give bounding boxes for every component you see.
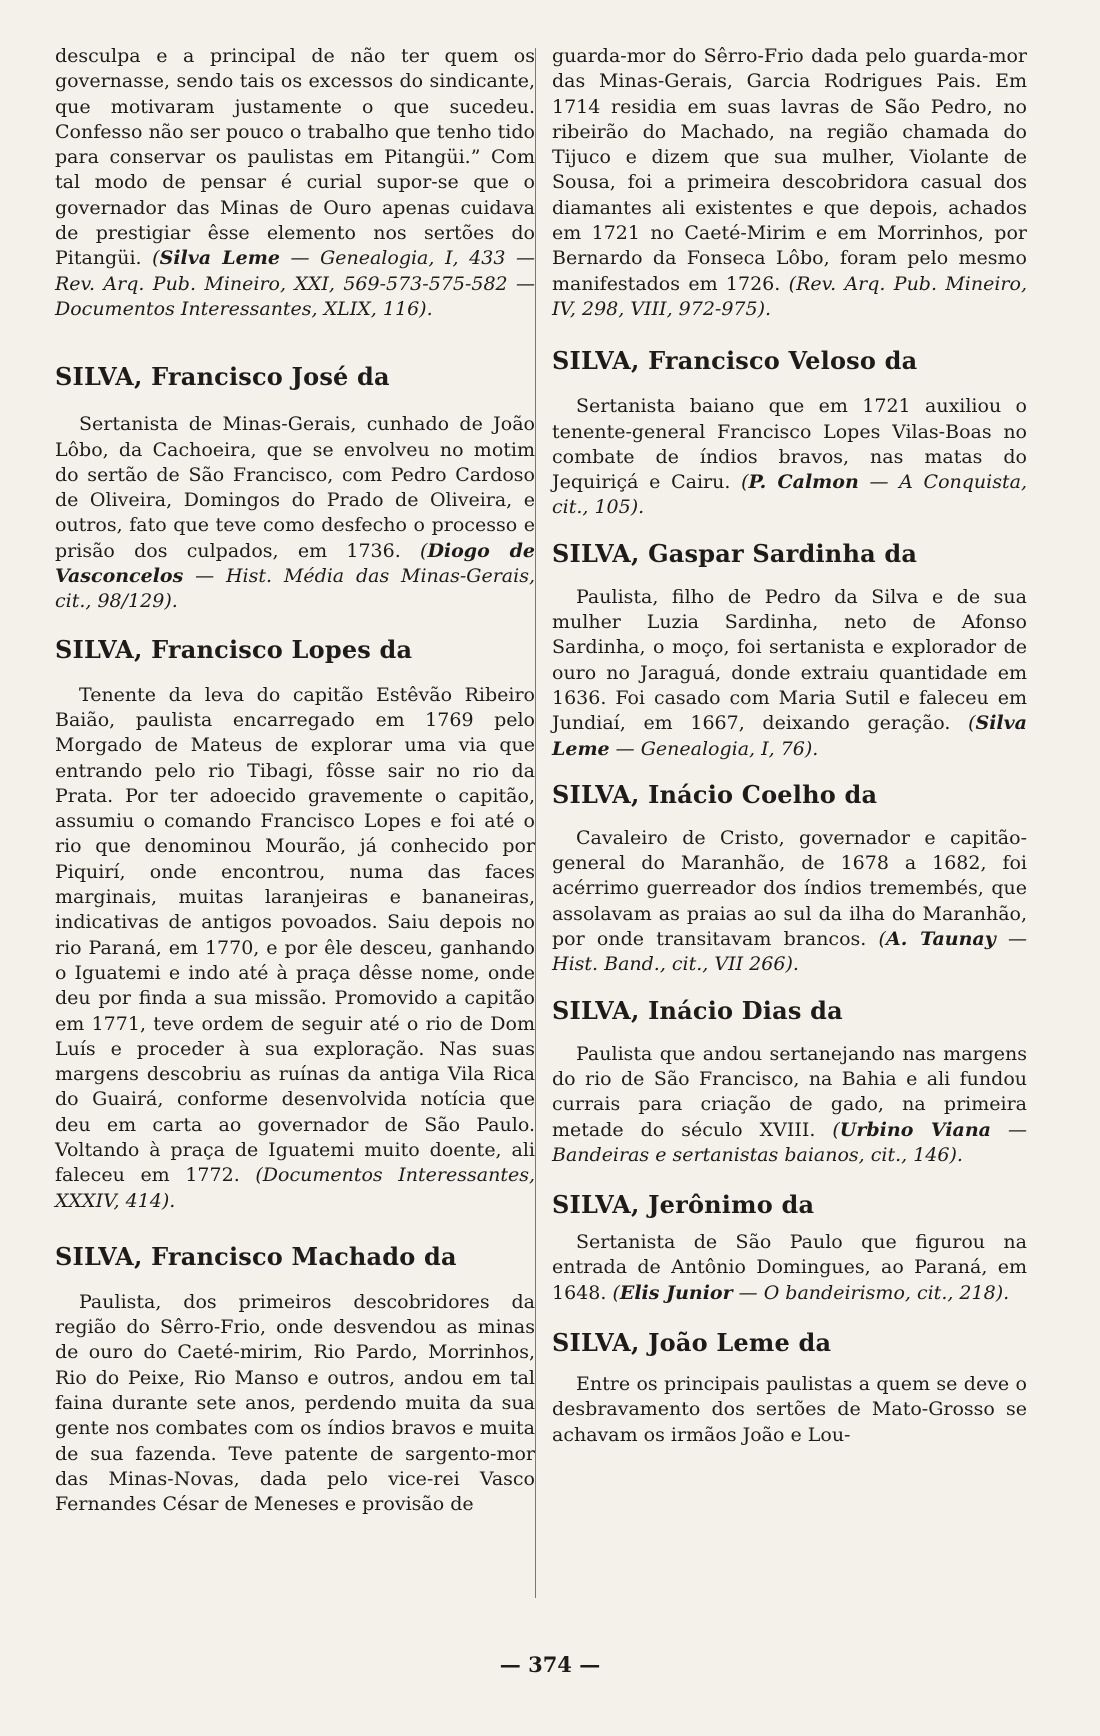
entry-heading: SILVA, Inácio Dias da	[552, 995, 843, 1025]
entry-heading: SILVA, Inácio Coelho da	[552, 779, 878, 809]
page-number: — 374 —	[499, 1652, 601, 1677]
entry-heading: SILVA, Francisco Machado da	[55, 1241, 457, 1271]
right-p4-cite-rest: — Bandeiras e sertanistas baianos, cit., 146	[552, 1118, 1027, 1166]
right-p3-cite-author: A. Taunay	[885, 928, 996, 951]
entry-body: Tenente da leva do capitão Estêvão Ribeiro Baião, paulista encarregado em 1769 pelo Morgado de Mateus de explorar uma via que entrando pelo rio Tibagi, fôsse sair no rio da Prata. Por ter adoecido gravemente o capitão, assumiu o comando Francisco Lopes e foi até o rio que denominou Mourão, já conhecido por Piquirí, onde encontrou, numa das faces marginais, muitas laranjeiras e bananeiras, indicativas de antigos povoados. Saiu depois no rio Paraná, em 1770, e por êle desceu, ganhando o Iguatemi e indo até à praça dêsse nome, onde deu por finda a sua missão. Promovido a capitão em 1771, teve ordem de seguir até o rio de Dom Luís e proceder à sua exploração. Nas suas margens descobriu as ruínas da antiga Vila Rica do Guairá, conforme desenvolvida notícia que deu em carta ao governador de São Paulo. Voltando à praça de Iguatemi muito doente, ali faleceu em 1772. (Documentos Interessantes, XXXIV, 414).	[55, 683, 535, 1212]
right-p1-cite-author: P. Calmon	[748, 471, 859, 494]
right-p4-cite-author: Urbino Viana	[839, 1118, 991, 1141]
right-p5-text: Sertanista de São Paulo que figurou na entrada de Antônio Domingues, ao Paraná, em 1648.	[552, 1231, 1027, 1304]
right-p0-cite-author: Rev. Arq. Pub. Mineiro, IV, 298, VIII, 972-975	[552, 272, 1027, 320]
entry-heading: SILVA, Francisco José da	[55, 362, 390, 392]
left-p0-cite-author: Silva Leme	[159, 247, 280, 270]
right-p5-cite-author: Elis Junior	[619, 1281, 733, 1304]
right-p2-text: Paulista, filho de Pedro da Silva e de sua mulher Luzia Sardinha, neto de Afonso Sardinha, o moço, foi sertanista e explorador de ouro no Jaraguá, donde extraiu quantidade em 1636. Foi casado com Maria Sutil e faleceu em Jundiaí, em 1667, deixando geração.	[552, 585, 1027, 735]
column-divider	[535, 48, 536, 1598]
left-p2-text: Tenente da leva do capitão Estêvão Ribeiro Baião, paulista encarregado em 1769 pelo Morgado de Mateus de explorar uma via que entrando pelo rio Tibagi, fôsse sair no rio da Prata. Por ter adoecido gravemente o capitão, assumiu o comando Francisco Lopes e foi até o rio que denominou Mourão, já conhecido por Piquirí, onde encontrou, numa das faces marginais, muitas laranjeiras e bananeiras, indicativas de antigos povoados. Saiu depois no rio Paraná, em 1770, e por êle desceu, ganhando o Iguatemi e indo até à praça dêsse nome, onde deu por finda a sua missão. Promovido a capitão em 1771, teve ordem de seguir até o rio de Dom Luís e proceder à sua exploração. Nas suas margens descobriu as ruínas da antiga Vila Rica do Guairá, conforme desenvolvida notícia que deu em carta ao governador de São Paulo. Voltando à praça de Iguatemi muito doente, ali faleceu em 1772.	[55, 683, 535, 1187]
entry-heading: SILVA, João Leme da	[552, 1327, 832, 1357]
right-p1-cite-rest: — A Conquista, cit., 105	[552, 471, 1027, 519]
entry-heading: SILVA, Francisco Lopes da	[55, 634, 413, 664]
entry-heading: SILVA, Jerônimo da	[552, 1190, 815, 1220]
left-p2-cite-author: Documentos Interessantes, XXXIV, 414	[55, 1164, 535, 1212]
right-p2-cite-rest: — Genealogia, I, 76	[609, 737, 805, 760]
right-p4-text: Paulista que andou sertanejando nas margens do rio de São Francisco, na Bahia e ali fundou currais para criação de gado, na primeira metade do século XVIII.	[552, 1042, 1027, 1141]
right-paragraph-0: guarda-mor do Sêrro-Frio dada pelo guarda-mor das Minas-Gerais, Garcia Rodrigues Pais. Em 1714 residia em suas lavras de São Pedro, no ribeirão do Machado, na região chamada do Tijuco e dizem que sua mulher, Violante de Sousa, foi a primeira descobridora casual dos diamantes ali existentes e que depois, achados em 1721 no Caeté-Mirim e em Morrinhos, por Bernardo da Fonseca Lôbo, foram pelo mesmo manifestados em 1726. (Rev. Arq. Pub. Mineiro, IV, 298, VIII, 972-975).	[552, 45, 1027, 320]
left-p3-text: Paulista, dos primeiros descobridores da região do Sêrro-Frio, onde desvendou as minas de ouro do Caeté-mirim, Rio Pardo, Morrinhos, Rio do Peixe, Rio Manso e outros, andou em tal faina durante sete anos, perdendo muita da sua gente nos combates com os índios bravos e muita de sua fazenda. Teve patente de sargento-mor das Minas-Novas, dada pelo vice-rei Vasco Fernandes César de Meneses e provisão de	[55, 1290, 535, 1516]
left-paragraph-0: desculpa e a principal de não ter quem os governasse, sendo tais os excessos do sindicante, que motivaram justamente o que sucedeu. Confesso não ser pouco o trabalho que tenho tido para conservar os paulistas em Pitangüi.” Com tal modo de pensar é curial supor-se que o governador das Minas de Ouro apenas cuidava de prestigiar êsse elemento nos sertões do Pitangüi. (Silva Leme — Genealogia, I, 433 — Rev. Arq. Pub. Mineiro, XXI, 569-573-575-582 — Documentos Interessantes, XLIX, 116).	[55, 45, 535, 320]
entry-body: Paulista, filho de Pedro da Silva e de sua mulher Luzia Sardinha, neto de Afonso Sardinha, o moço, foi sertanista e explorador de ouro no Jaraguá, donde extraiu quantidade em 1636. Foi casado com Maria Sutil e faleceu em Jundiaí, em 1667, deixando geração. (Silva Leme — Genealogia, I, 76).	[552, 585, 1027, 760]
entry-body	[55, 1290, 535, 1518]
entry-body: Sertanista de São Paulo que figurou na entrada de Antônio Domingues, ao Paraná, em 1648. (Elis Junior — O bandeirismo, cit., 218).	[552, 1231, 1027, 1304]
right-p5-cite-rest: — O bandeirismo, cit., 218	[732, 1281, 996, 1304]
left-p0-text: desculpa e a principal de não ter quem os governasse, sendo tais os excessos do sindicante, que motivaram justamente o que sucedeu. Confesso não ser pouco o trabalho que tenho tido para conservar os paulistas em Pitangüi.” Com tal modo de pensar é curial supor-se que o governador das Minas de Ouro apenas cuidava de prestigiar êsse elemento nos sertões do Pitangüi.	[55, 45, 535, 270]
entry-body: Sertanista de Minas-Gerais, cunhado de João Lôbo, da Cachoeira, que se envolveu no motim do sertão de São Francisco, com Pedro Cardoso de Oliveira, Domingos do Prado de Oliveira, e outros, fato que teve como desfecho o processo e prisão dos culpados, em 1736. (Diogo de Vasconcelos — Hist. Média das Minas-Gerais, cit., 98/129).	[55, 413, 535, 613]
right-p6-text: Entre os principais paulistas a quem se deve o desbravamento dos sertões de Mato-Grosso se achavam os irmãos João e Lou-	[552, 1372, 1027, 1446]
entry-heading: SILVA, Gaspar Sardinha da	[552, 538, 918, 568]
left-p1-text: Sertanista de Minas-Gerais, cunhado de João Lôbo, da Cachoeira, que se envolveu no motim do sertão de São Francisco, com Pedro Cardoso de Oliveira, Domingos do Prado de Oliveira, e outros, fato que teve como desfecho o processo e prisão dos culpados, em 1736.	[55, 413, 535, 562]
left-p1-cite-rest: — Hist. Média das Minas-Gerais, cit., 98/129	[55, 565, 535, 613]
entry-body	[552, 1372, 1027, 1448]
right-column	[552, 44, 1027, 1448]
left-p1-cite-author: Diogo de Vasconcelos	[55, 539, 535, 588]
right-p1-text: Sertanista baiano que em 1721 auxiliou o tenente-general Francisco Lopes Vilas-Boas no combate de índios bravos, nas matas do Jequiriçá e Cairu.	[552, 395, 1027, 494]
entry-body: Cavaleiro de Cristo, governador e capitão-general do Maranhão, de 1678 a 1682, foi acérrimo guerreador dos índios tremembés, que assolavam as praias ao sul da ilha do Maranhão, por onde transitavam brancos. (A. Taunay — Hist. Band., cit., VII 266).	[552, 826, 1027, 976]
entry-body: Paulista que andou sertanejando nas margens do rio de São Francisco, na Bahia e ali fundou currais para criação de gado, na primeira metade do século XVIII. (Urbino Viana — Bandeiras e sertanistas baianos, cit., 146).	[552, 1042, 1027, 1166]
right-p3-text: Cavaleiro de Cristo, governador e capitão-general do Maranhão, de 1678 a 1682, foi acérrimo guerreador dos índios tremembés, que assolavam as praias ao sul da ilha do Maranhão, por onde transitavam brancos.	[552, 826, 1027, 951]
left-p0-cite-rest: — Genealogia, I, 433 — Rev. Arq. Pub. Mineiro, XXI, 569-573-575-582 — Documentos Interessantes, XLIX, 116	[55, 247, 535, 320]
left-column	[55, 44, 535, 1518]
right-p2-cite-author: Silva Leme	[552, 712, 1027, 760]
entry-heading: SILVA, Francisco Veloso da	[552, 346, 918, 376]
entry-body: Sertanista baiano que em 1721 auxiliou o tenente-general Francisco Lopes Vilas-Boas no combate de índios bravos, nas matas do Jequiriçá e Cairu. (P. Calmon — A Conquista, cit., 105).	[552, 395, 1027, 519]
right-p0-text: guarda-mor do Sêrro-Frio dada pelo guarda-mor das Minas-Gerais, Garcia Rodrigues Pais. Em 1714 residia em suas lavras de São Pedro, no ribeirão do Machado, na região chamada do Tijuco e dizem que sua mulher, Violante de Sousa, foi a primeira descobridora casual dos diamantes ali existentes e que depois, achados em 1721 no Caeté-Mirim e em Morrinhos, por Bernardo da Fonseca Lôbo, foram pelo mesmo manifestados em 1726.	[552, 45, 1027, 295]
right-p3-cite-rest: — Hist. Band., cit., VII 266	[552, 928, 1027, 976]
